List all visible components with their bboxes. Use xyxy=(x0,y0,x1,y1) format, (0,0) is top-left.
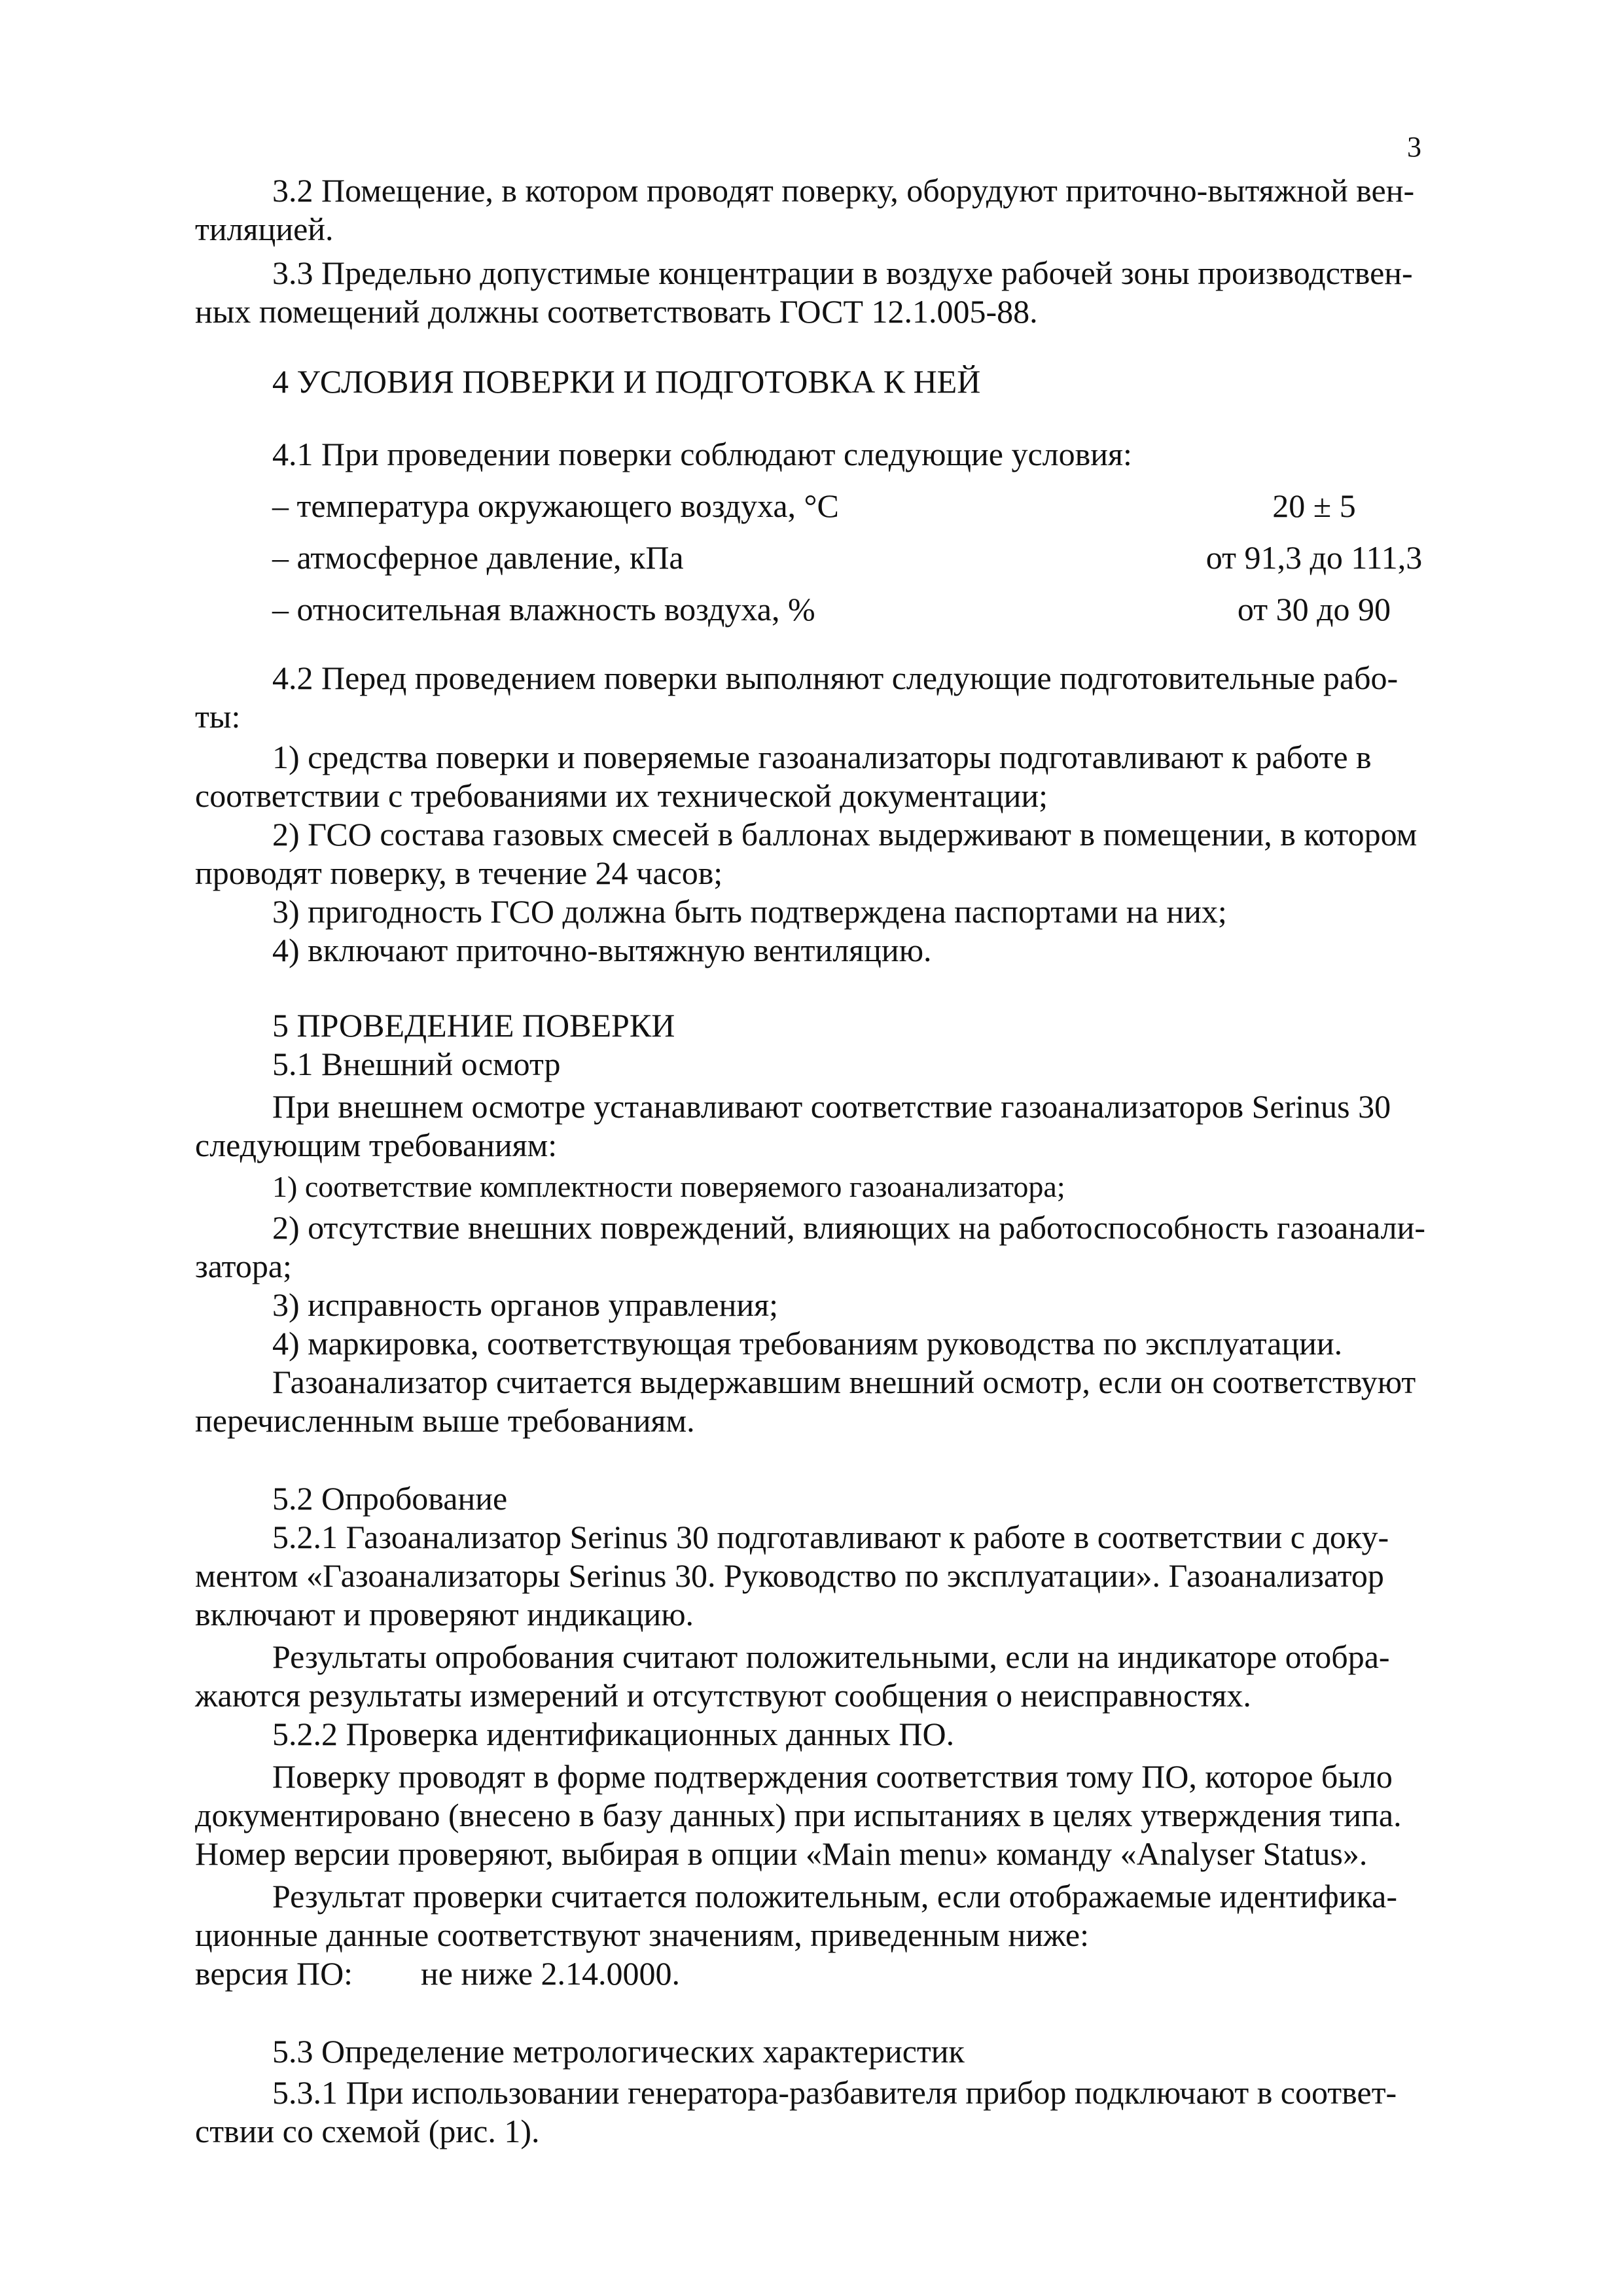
software-version-label: версия ПО: xyxy=(195,1955,353,1992)
text-line: ствии со схемой (рис. 1). xyxy=(195,2113,540,2149)
text-line: жаются результаты измерений и отсутствуют сообщения о неисправностях. xyxy=(195,1677,1251,1714)
section-3-2 xyxy=(195,171,1438,249)
text-line: ных помещений должны соответствовать ГОСТ 12.1.005-88. xyxy=(195,293,1038,330)
text-line: 3.2 Помещение, в котором проводят поверку, оборудуют приточно-вытяжной вен- xyxy=(272,172,1415,209)
condition-label: – температура окружающего воздуха, °С xyxy=(272,487,839,524)
text-line: ментом «Газоанализаторы Serinus 30. Руководство по эксплуатации». Газоанализатор xyxy=(195,1557,1384,1594)
list-item: 4) маркировка, соответствующая требованиям руководства по эксплуатации. xyxy=(272,1325,1343,1362)
text-line: проводят поверку, в течение 24 часов; xyxy=(195,855,723,891)
condition-label: – атмосферное давление, кПа xyxy=(272,539,684,576)
section-3-3 xyxy=(195,254,1438,331)
text-line: Результаты опробования считают положительными, если на индикаторе отобра- xyxy=(272,1638,1390,1675)
section-heading-4: 4 УСЛОВИЯ ПОВЕРКИ И ПОДГОТОВКА К НЕЙ xyxy=(272,363,981,400)
text-line: 5.3.1 При использовании генератора-разбавителя прибор подключают в соответ- xyxy=(272,2074,1397,2111)
condition-value: от 30 до 90 xyxy=(1237,591,1391,627)
section-heading-5: 5 ПРОВЕДЕНИЕ ПОВЕРКИ xyxy=(272,1007,675,1044)
text-line: соответствии с требованиями их технической документации; xyxy=(195,777,1048,814)
software-version-row xyxy=(195,1954,1438,1993)
text-line: При внешнем осмотре устанавливают соответствие газоанализаторов Serinus 30 xyxy=(272,1088,1391,1125)
subsection-title: 5.2 Опробование xyxy=(272,1480,508,1517)
list-item: 3) исправность органов управления; xyxy=(272,1286,779,1323)
text-line: затора; xyxy=(195,1248,292,1284)
text-line: Результат проверки считается положительным, если отображаемые идентифика- xyxy=(272,1878,1397,1915)
list-item: 3) пригодность ГСО должна быть подтверждена паспортами на них; xyxy=(272,893,1227,930)
conditions-list xyxy=(195,487,1438,642)
condition-value: 20 ± 5 xyxy=(1272,487,1356,524)
list-item: 4) включают приточно-вытяжную вентиляцию. xyxy=(272,932,932,968)
condition-row xyxy=(195,539,1438,590)
text-line: Поверку проводят в форме подтверждения соответствия тому ПО, которое было xyxy=(272,1758,1393,1795)
text-line: 5.2.1 Газоанализатор Serinus 30 подготавливают к работе в соответствии с доку- xyxy=(272,1519,1389,1555)
subsection-title: 5.3 Определение метрологических характеристик xyxy=(272,2033,965,2070)
text-line: 3.3 Предельно допустимые концентрации в воздухе рабочей зоны производствен- xyxy=(272,255,1413,291)
section-4-1: 4.1 При проведении поверки соблюдают следующие условия: xyxy=(272,436,1132,472)
list-item: 1) средства поверки и поверяемые газоанализаторы подготавливают к работе в xyxy=(272,739,1372,775)
text-line: 5.2.2 Проверка идентификационных данных ПО. xyxy=(272,1716,955,1752)
text-line: ционные данные соответствуют значениям, приведенным ниже: xyxy=(195,1916,1090,1953)
page-number: 3 xyxy=(1407,131,1421,163)
section-5-3 xyxy=(195,2032,1438,2151)
list-item: 2) отсутствие внешних повреждений, влияющих на работоспособность газоанали- xyxy=(272,1209,1426,1246)
text-line: перечисленным выше требованиям. xyxy=(195,1402,695,1439)
page-content xyxy=(195,171,1438,2151)
text-line: Номер версии проверяют, выбирая в опции «Main menu» команду «Analyser Status». xyxy=(195,1835,1368,1872)
text-line: документировано (внесено в базу данных) при испытаниях в целях утверждения типа. xyxy=(195,1797,1402,1833)
subsection-title: 5.1 Внешний осмотр xyxy=(272,1046,561,1082)
text-line: тиляцией. xyxy=(195,211,334,247)
text-line: ты: xyxy=(195,698,241,735)
list-item: 1) соответствие комплектности поверяемого газоанализатора; xyxy=(272,1170,1065,1203)
condition-value: от 91,3 до 111,3 xyxy=(1205,539,1423,576)
software-version-value: не ниже 2.14.0000. xyxy=(421,1955,681,1992)
text-line: следующим требованиям: xyxy=(195,1127,558,1163)
condition-label: – относительная влажность воздуха, % xyxy=(272,591,815,627)
list-item: 2) ГСО состава газовых смесей в баллонах выдерживают в помещении, в котором xyxy=(272,816,1418,853)
section-5-1 xyxy=(195,1045,1438,1440)
condition-row xyxy=(195,487,1438,539)
section-4-2 xyxy=(195,659,1438,970)
text-line: Газоанализатор считается выдержавшим внешний осмотр, если он соответствуют xyxy=(272,1364,1416,1400)
text-line: включают и проверяют индикацию. xyxy=(195,1596,694,1633)
condition-row xyxy=(195,590,1438,642)
text-line: 4.2 Перед проведением поверки выполняют следующие подготовительные рабо- xyxy=(272,660,1399,696)
section-5-2 xyxy=(195,1479,1438,1993)
